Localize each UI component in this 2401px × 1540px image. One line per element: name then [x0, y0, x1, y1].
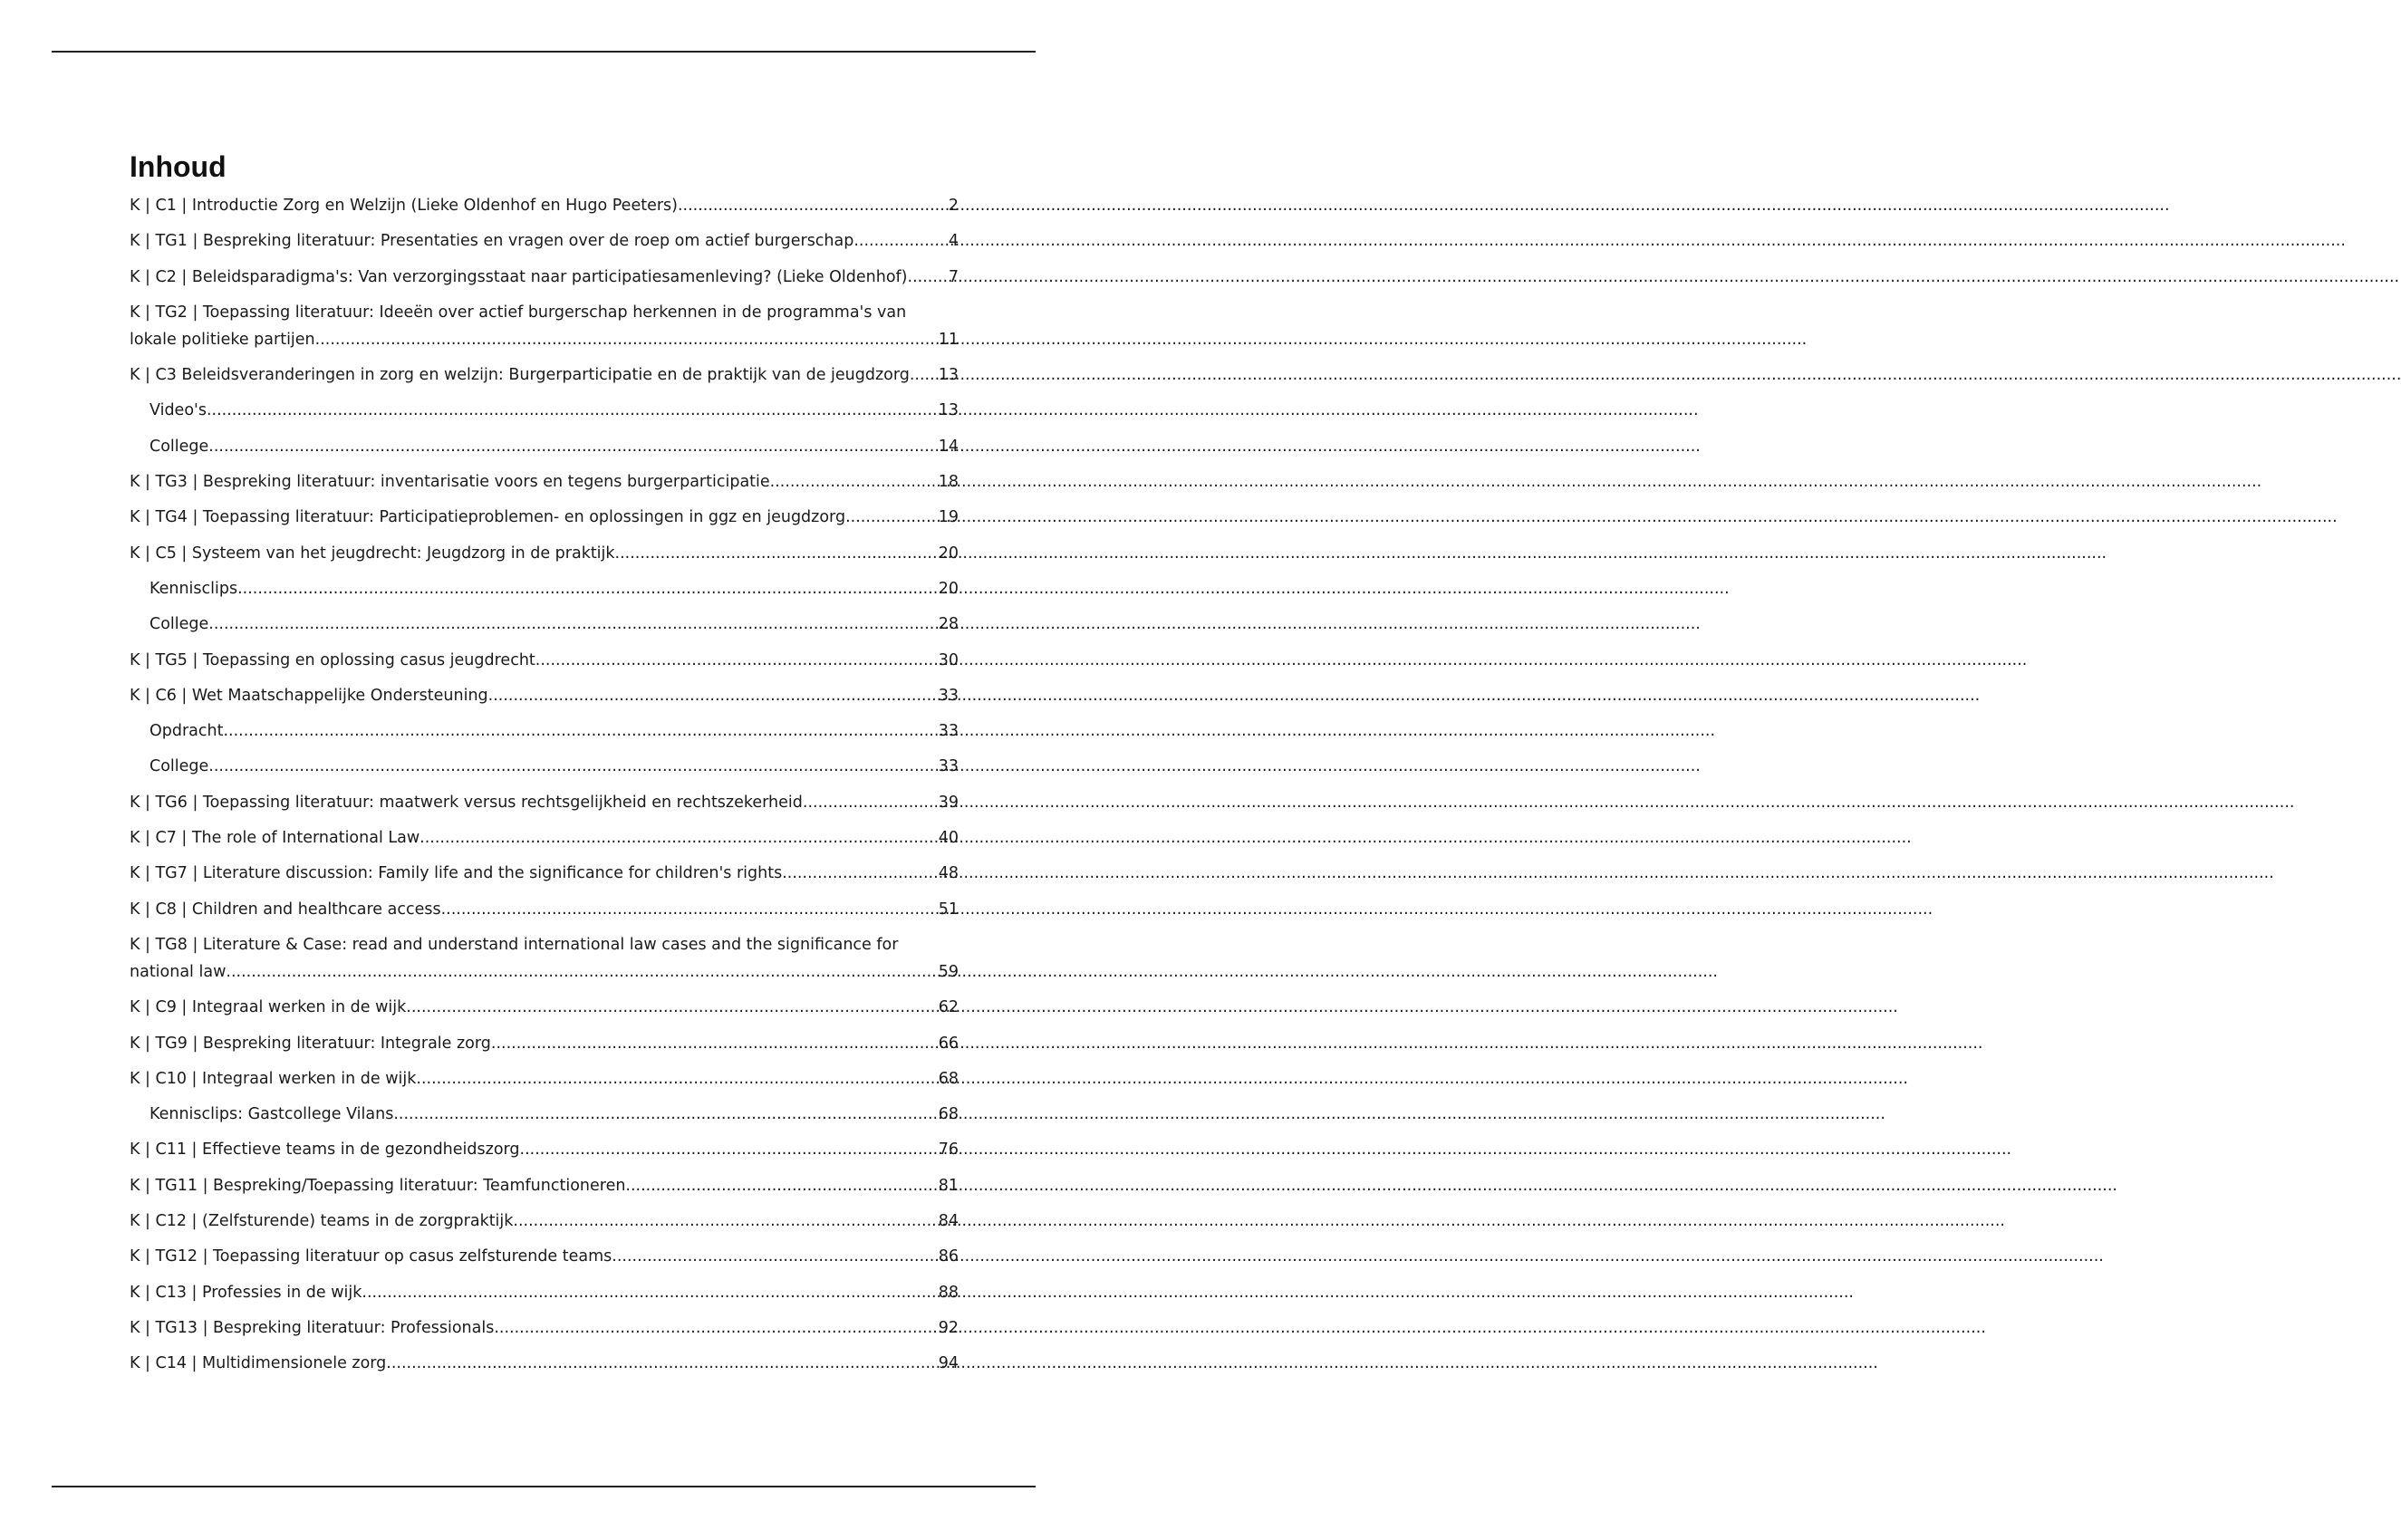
- dot-leader: [513, 1208, 938, 1235]
- dot-leader: [535, 647, 939, 674]
- toc-entry-tg5[interactable]: [130, 647, 959, 674]
- toc-entry-text: K | C10 | Integraal werken in de wijk: [130, 1069, 417, 1088]
- dot-leader: [853, 227, 949, 255]
- toc-entry-text: K | C6 | Wet Maatschappelijke Ondersteuning: [130, 686, 488, 705]
- toc-entry-text: national law: [130, 962, 227, 981]
- toc-page-number: 59: [938, 962, 959, 981]
- toc-entry-text: K | C5 | Systeem van het jeugdrecht: Jeugdzorg in de praktijk: [130, 544, 615, 563]
- dot-leader: [223, 717, 938, 745]
- toc-page-number: 66: [938, 1034, 959, 1053]
- toc-page-number: 51: [938, 900, 959, 919]
- toc-page-number: 94: [938, 1354, 959, 1373]
- toc-subentry-videos[interactable]: [130, 397, 959, 424]
- dot-leader: [207, 397, 939, 424]
- toc-entry-text: K | C9 | Integraal werken in de wijk: [130, 998, 407, 1017]
- toc-entry-text: K | C3 Beleidsveranderingen in zorg en welzijn: Burgerparticipatie en de praktijk van de jeugdzorg: [130, 366, 910, 385]
- dot-leader: [488, 682, 939, 709]
- toc-page-number: 39: [938, 793, 959, 812]
- dot-leader: [208, 433, 938, 460]
- toc-page-number: 88: [938, 1283, 959, 1302]
- dot-leader: [494, 1314, 938, 1342]
- toc-entry-c5[interactable]: [130, 540, 959, 567]
- toc-page-number: 33: [938, 686, 959, 705]
- table-of-contents: [130, 149, 959, 1386]
- toc-entry-tg1[interactable]: [130, 227, 959, 255]
- dot-leader: [226, 958, 938, 986]
- dot-leader: [845, 504, 939, 531]
- toc-page-number: 18: [938, 473, 959, 492]
- toc-page-number: 48: [938, 864, 959, 883]
- toc-entry-text: Video's: [149, 401, 207, 420]
- toc-entry-text: K | TG6 | Toepassing literatuur: maatwerk versus rechtsgelijkheid en rechtszekerheid: [130, 793, 803, 812]
- toc-entry-text: K | TG13 | Bespreking literatuur: Professionals: [130, 1318, 495, 1337]
- dot-leader: [520, 1136, 939, 1163]
- toc-entry-tg8[interactable]: [130, 931, 959, 986]
- toc-entry-text: K | TG4 | Toepassing literatuur: Participatieproblemen- en oplossingen in ggz en jeugdzorg: [130, 508, 846, 527]
- toc-page-number: 40: [938, 829, 959, 848]
- dot-leader: [208, 611, 938, 638]
- toc-entry-c14[interactable]: [130, 1350, 959, 1377]
- toc-entry-tg7[interactable]: [130, 860, 959, 887]
- toc-entry-text: K | C12 | (Zelfsturende) teams in de zorgpraktijk: [130, 1212, 514, 1231]
- dot-leader: [208, 753, 938, 780]
- toc-entry-c10[interactable]: [130, 1065, 959, 1092]
- toc-page-number: 33: [938, 722, 959, 741]
- toc-entry-text: K | C14 | Multidimensionele zorg: [130, 1354, 387, 1373]
- toc-entry-tg6[interactable]: [130, 789, 959, 816]
- dot-leader: [416, 1065, 938, 1092]
- toc-page-number: 2: [948, 197, 959, 215]
- toc-entry-text: K | TG12 | Toepassing literatuur op casus zelfsturende teams: [130, 1247, 612, 1266]
- toc-entry-text: K | C13 | Professies in de wijk: [130, 1283, 362, 1302]
- toc-subentry-college[interactable]: [130, 433, 959, 460]
- toc-entry-tg2[interactable]: [130, 299, 959, 353]
- toc-page-number: 28: [938, 615, 959, 634]
- toc-entry-text: Kennisclips: [149, 579, 238, 598]
- toc-page-number: 19: [938, 508, 959, 527]
- toc-entry-c9[interactable]: [130, 994, 959, 1021]
- toc-subentry-kennisclips[interactable]: [130, 575, 959, 602]
- toc-page-number: 68: [938, 1069, 959, 1088]
- dot-leader: [362, 1279, 938, 1306]
- toc-entry-text: K | TG5 | Toepassing en oplossing casus jeugdrecht: [130, 650, 535, 669]
- toc-list: [130, 192, 959, 1377]
- toc-title: Inhoud: [130, 150, 227, 183]
- toc-entry-c7[interactable]: [130, 824, 959, 852]
- toc-entry-text: K | TG3 | Bespreking literatuur: inventarisatie voors en tegens burgerparticipatie: [130, 473, 770, 492]
- dot-leader: [393, 1101, 938, 1128]
- toc-page-number: 4: [948, 232, 959, 251]
- toc-entry-text: K | TG1 | Bespreking literatuur: Presentaties en vragen over de roep om actief burgerschap: [130, 232, 854, 251]
- toc-page-number: 20: [938, 579, 959, 598]
- dot-leader: [419, 824, 939, 852]
- dot-leader: [612, 1243, 938, 1270]
- toc-subentry-college[interactable]: [130, 753, 959, 780]
- toc-page-number: 68: [938, 1105, 959, 1124]
- toc-entry-text: K | C8 | Children and healthcare access: [130, 900, 441, 919]
- toc-entry-c12[interactable]: [130, 1208, 959, 1235]
- toc-page-number: 81: [938, 1176, 959, 1195]
- dot-leader: [441, 896, 939, 923]
- toc-entry-text: K | C11 | Effectieve teams in de gezondheidszorg: [130, 1141, 520, 1160]
- toc-entry-text: K | TG11 | Bespreking/Toepassing literatuur: Teamfunctioneren: [130, 1176, 626, 1195]
- dot-leader: [910, 361, 939, 389]
- dot-leader: [678, 192, 949, 219]
- dot-leader: [782, 860, 939, 887]
- dot-leader: [386, 1350, 938, 1377]
- toc-entry-c1[interactable]: [130, 192, 959, 219]
- dot-leader: [625, 1172, 938, 1199]
- toc-entry-text: K | TG9 | Bespreking literatuur: Integrale zorg: [130, 1034, 491, 1053]
- dot-leader: [803, 789, 939, 816]
- toc-entry-text: Kennisclips: Gastcollege Vilans: [149, 1105, 394, 1124]
- toc-entry-text: College: [149, 615, 209, 634]
- footer-rule: [52, 1486, 1036, 1487]
- toc-entry-tg13[interactable]: [130, 1314, 959, 1342]
- dot-leader: [615, 540, 939, 567]
- toc-entry-c11[interactable]: [130, 1136, 959, 1163]
- dot-leader: [491, 1030, 939, 1057]
- dot-leader: [315, 326, 939, 353]
- toc-entry-text: Opdracht: [149, 722, 224, 741]
- toc-page-number: 14: [938, 437, 959, 456]
- toc-page-number: 20: [938, 544, 959, 563]
- toc-page-number: 86: [938, 1247, 959, 1266]
- toc-entry-text: K | C1 | Introductie Zorg en Welzijn (Lieke Oldenhof en Hugo Peeters): [130, 197, 678, 215]
- toc-page-number: 62: [938, 998, 959, 1017]
- toc-entry-text-line1: K | TG8 | Literature & Case: read and understand international law cases and the significance for: [130, 935, 899, 954]
- toc-entry-text-line1: K | TG2 | Toepassing literatuur: Ideeën over actief burgerschap herkennen in de programma's van: [130, 303, 907, 322]
- header-rule: [52, 51, 1036, 53]
- toc-entry-text: K | C7 | The role of International Law: [130, 829, 420, 848]
- toc-subentry-kennisclips-vilans[interactable]: [130, 1101, 959, 1128]
- toc-page-number: 30: [938, 650, 959, 669]
- toc-page-number: 7: [948, 267, 959, 286]
- toc-entry-c13[interactable]: [130, 1279, 959, 1306]
- toc-page-number: 11: [938, 330, 959, 349]
- toc-entry-c6[interactable]: [130, 682, 959, 709]
- toc-entry-c8[interactable]: [130, 896, 959, 923]
- toc-subentry-college[interactable]: [130, 611, 959, 638]
- toc-subentry-opdracht[interactable]: [130, 717, 959, 745]
- toc-entry-c2[interactable]: [130, 264, 959, 291]
- toc-page-number: 84: [938, 1212, 959, 1231]
- toc-entry-text: College: [149, 437, 209, 456]
- toc-entry-tg12[interactable]: [130, 1243, 959, 1270]
- dot-leader: [908, 264, 949, 291]
- dot-leader: [770, 468, 939, 496]
- toc-page-number: 92: [938, 1318, 959, 1337]
- toc-page-number: 13: [938, 401, 959, 420]
- toc-page-number: 13: [938, 366, 959, 385]
- toc-entry-text: lokale politieke partijen: [130, 330, 315, 349]
- dot-leader: [406, 994, 938, 1021]
- toc-entry-tg3[interactable]: [130, 468, 959, 496]
- toc-page-number: 33: [938, 757, 959, 776]
- toc-page-number: 76: [938, 1141, 959, 1160]
- toc-entry-tg9[interactable]: [130, 1030, 959, 1057]
- toc-entry-text: College: [149, 757, 209, 776]
- toc-entry-tg4[interactable]: [130, 504, 959, 531]
- toc-entry-text: K | TG7 | Literature discussion: Family life and the significance for children's rights: [130, 864, 783, 883]
- dot-leader: [237, 575, 939, 602]
- toc-entry-text: K | C2 | Beleidsparadigma's: Van verzorgingsstaat naar participatiesamenleving? (Lieke Oldenhof): [130, 267, 908, 286]
- toc-entry-c3[interactable]: [130, 361, 959, 389]
- toc-entry-tg11[interactable]: [130, 1172, 959, 1199]
